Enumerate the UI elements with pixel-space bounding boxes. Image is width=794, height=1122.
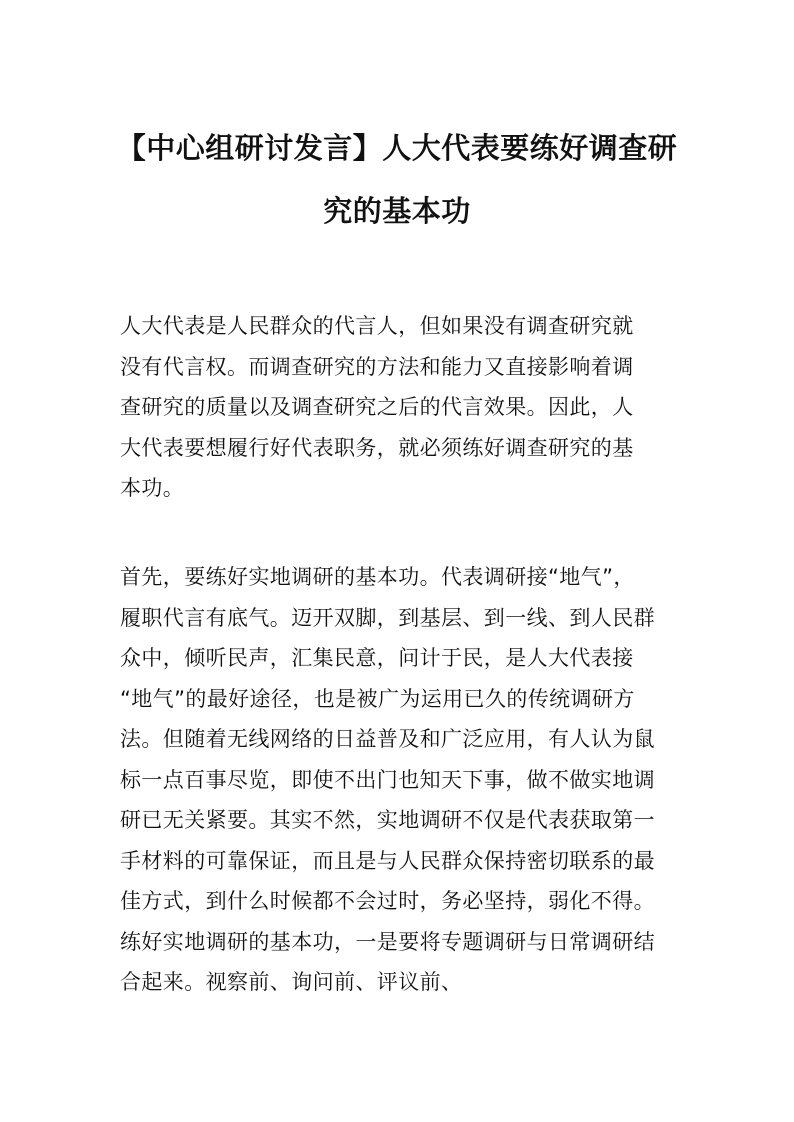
document-title-line-1: 【中心组研讨发言】人大代表要练好调查研 <box>116 131 678 165</box>
document-title-line-2: 究的基本功 <box>323 194 471 228</box>
paragraph-field-research <box>120 557 694 1003</box>
paragraph-line: 首先，要练好实地调研的基本功。代表调研接“地气”， <box>120 565 635 589</box>
paragraph-line: 佳方式，到什么时候都不会过时，务必坚持，弱化不得。 <box>120 889 655 913</box>
paragraph-line: “地气”的最好途径，也是被广为运用已久的传统调研方 <box>120 686 635 711</box>
paragraph-line: 人大代表是人民群众的代言人，但如果没有调查研究就 <box>120 314 634 338</box>
paragraph-line: 法。但随着无线网络的日益普及和广泛应用，有人认为鼠 <box>120 727 655 751</box>
paragraph-line: 研已无关紧要。其实不然，实地调研不仅是代表获取第一 <box>120 808 655 832</box>
paragraph-line: 练好实地调研的基本功，一是要将专题调研与日常调研结 <box>120 929 655 954</box>
paragraph-line: 标一点百事尽览，即使不出门也知天下事，做不做实地调 <box>120 767 655 792</box>
paragraph-line: 本功。 <box>120 476 185 500</box>
paragraph-line: 履职代言有底气。迈开双脚，到基层、到一线、到人民群 <box>120 605 655 630</box>
paragraph-line: 大代表要想履行好代表职务，就必须练好调查研究的基 <box>120 435 634 460</box>
paragraph-line: 查研究的质量以及调查研究之后的代言效果。因此，人 <box>120 395 634 419</box>
paragraph-line: 众中，倾听民声，汇集民意，问计于民，是人大代表接 <box>120 646 634 670</box>
paragraph-line: 手材料的可靠保证，而且是与人民群众保持密切联系的最 <box>120 848 655 873</box>
paragraph-intro <box>120 306 694 509</box>
paragraph-line: 没有代言权。而调查研究的方法和能力又直接影响着调 <box>120 354 634 379</box>
paragraph-line: 合起来。视察前、询问前、评议前、 <box>120 970 463 994</box>
